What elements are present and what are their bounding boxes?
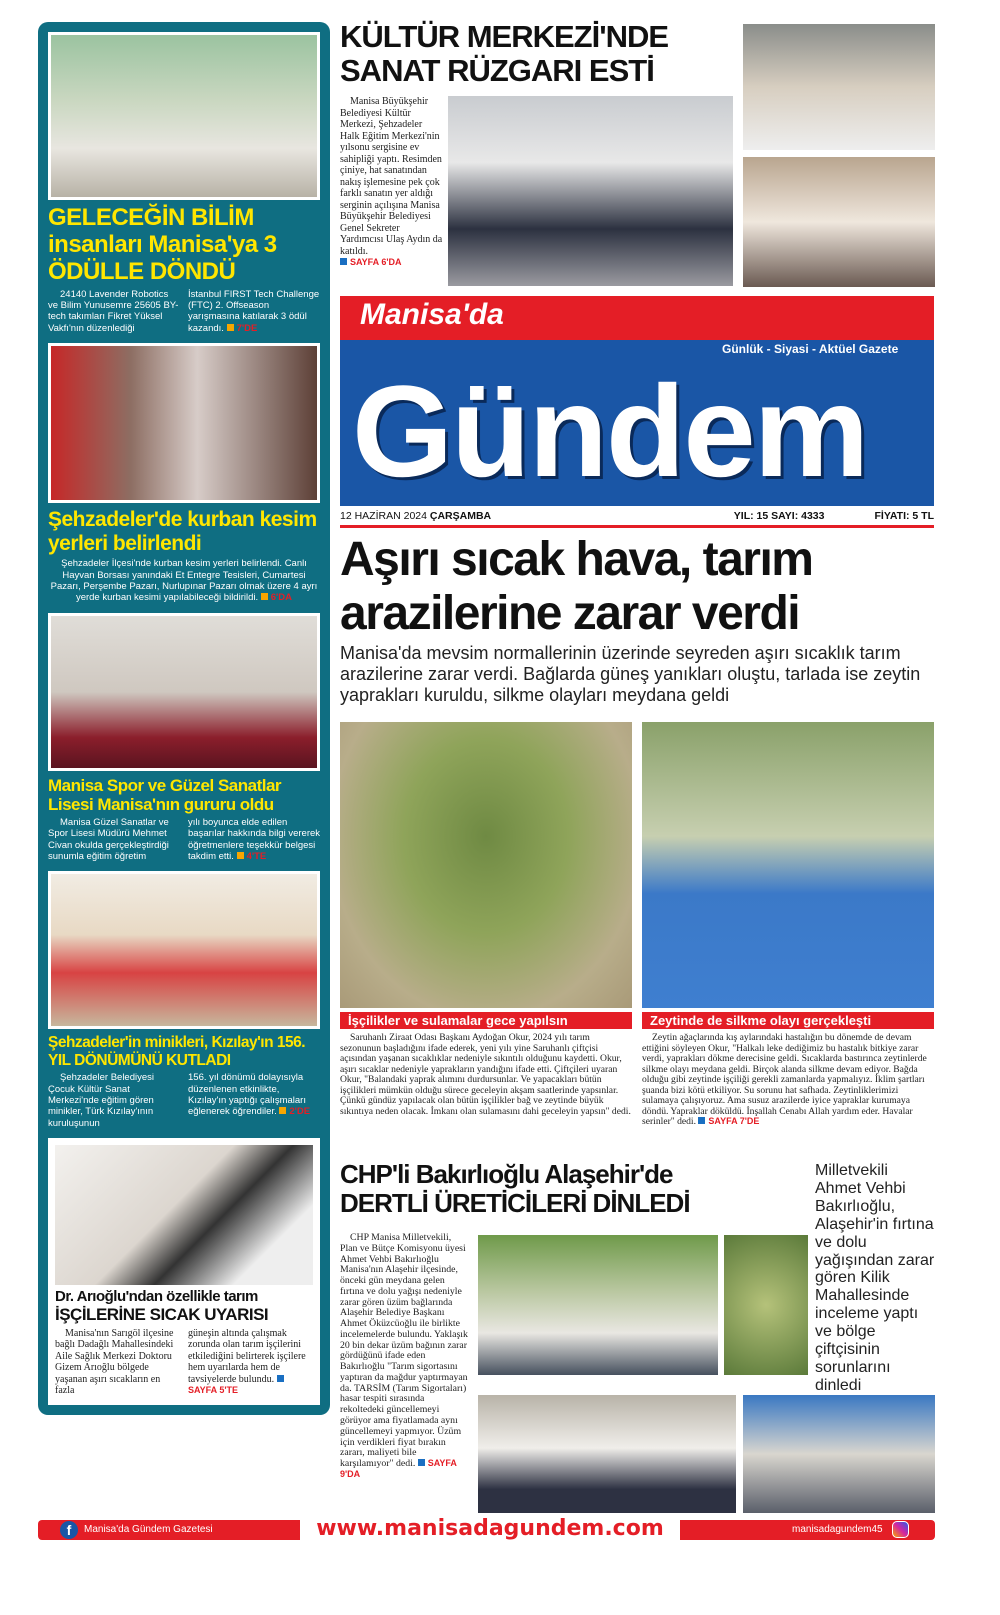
top-story-headline: KÜLTÜR MERKEZİ'NDE (340, 19, 669, 54)
story-text: Şehzadeler Belediyesi Çocuk Kültür Sanat Merkezi'nde eğitim gören minikler, Türk Kızılay'ının kuruluşunun (48, 1072, 155, 1129)
page-ref[interactable]: SAYFA 7'DE (698, 1116, 759, 1126)
sidebar (38, 22, 330, 1415)
chp-headline-2: DERTLİ ÜRETİCİLERİ DİNLEDİ (340, 1187, 690, 1218)
grapes-photo (724, 1235, 808, 1375)
facebook-link[interactable]: Manisa'da Gündem Gazetesi (84, 1524, 213, 1535)
story-text: CHP Manisa Milletvekili, Plan ve Bütçe Komisyonu üyesi Ahmet Vehbi Bakırlıoğlu Manisa'nın Alaşehir ilçesinde, önceki gün meydana gelen fırtına ve dolu yağışı nedeniyle zarar gören üzüm bağlarında Alaşehir Belediye Başkanı Ahmet Öküzcüoğlu ile birlikte incelemelerde bulundu. Yaklaşık 20 bin dekar üzüm bağının zarar gördüğünü ifade eden Bakırlıoğlu "Tarım sigortasını yaptıran da mağdur yaptırmayan da. TARSİM (Tarım Sigortaları) hasar tespiti sırasında rekoltedeki güncellemeyi görüyor ama fiyatlamada aynı güncellemeyi yapmıyor. Üzüm için verdikleri fiyat bırakın zararı, maliyeti bile karşılamıyor" dedi. (340, 1232, 468, 1470)
page-ref[interactable]: 4'TE (237, 851, 267, 862)
sidebar-headline-3: Manisa Spor ve Güzel Sanatlar Lisesi Manisa'nın gururu oldu (48, 775, 282, 814)
exhibition-photo-1 (743, 24, 935, 150)
page-ref[interactable]: SAYFA 6'DA (340, 257, 402, 267)
story-text: yılı boyunca elde edilen başarılar hakkında bilgi vererek öğretmenlere teşekkür belgesi takdim etti. (188, 816, 321, 863)
page-ref[interactable]: SAYFA 9'DA (340, 1458, 457, 1479)
doctor-story-box (48, 1138, 320, 1405)
sidebar-headline-5: Dr. Arıoğlu'ndan özellikle tarım (55, 1288, 258, 1306)
sidebar-headline-1: GELECEĞİN BİLİM insanları Manisa'ya 3 ÖDÜLLE DÖNDÜ (48, 204, 277, 285)
page-ref[interactable]: 6'DA (261, 592, 292, 603)
official-portrait-photo (48, 343, 320, 503)
chp-summary: Milletvekili Ahmet Vehbi Bakırlıoğlu, Alaşehir'in fırtına ve dolu yağışından zarar gören Kilik Mahallesinde inceleme yaptı ve bölge çiftçisinin sorunlarını dinledi (815, 1162, 935, 1394)
left-subheading: İşçilikler ve sulamalar gece yapılsın (340, 1012, 632, 1029)
story-text: Manisa Büyükşehir Belediyesi Kültür Merkezi, Şehzadeler Halk Eğitim Merkezi'nin yılsonu sergisine ev sahipliği yaptı. Resimden çiniye, hat sanatından nakış işlemesine pek çok farklı sanatın yer aldığı serginin açılışına Manisa Büyükşehir Belediyesi Genel Sekreter Yardımcısı Ulaş Aydın da katıldı. (340, 96, 443, 257)
page-ref[interactable]: 2'DE (279, 1106, 310, 1117)
story-text: güneşin altında çalışmak zorunda olan tarım işçilerini etkilediğini belirterek işçilere hem uyarılarda hem de tavsiyelerde bulundu. (188, 1327, 306, 1385)
page-ref[interactable]: SAYFA 5'TE (188, 1374, 287, 1396)
lead-headline: Aşırı sıcak hava, tarım arazilerine zarar verdi (340, 533, 813, 640)
school-ceremony-photo (48, 613, 320, 771)
top-story-headline-2: SANAT RÜZGARI ESTİ (340, 53, 654, 89)
story-text: 156. yıl dönümü dolayısıyla düzenlenen etkinlikte, Kızılay'ın yaptığı çalışmaları eğlenerek öğrendiler. (188, 1072, 306, 1118)
lead-subhead: Manisa'da mevsim normallerinin üzerinde seyreden aşırı sıcaklık tarım arazilerine zarar verdi. Bağlarda güneş yanıkları oluştu, tarlada ise zeytin yaprakları kuruldu, silkme olayları meydana geldi (340, 642, 921, 705)
issue-date: 12 HAZİRAN 2024 (340, 510, 427, 522)
issue-number: SAYI: 4333 (771, 510, 825, 522)
page-ref[interactable]: 7'DE (227, 323, 258, 334)
right-subheading: Zeytinde de silkme olayı gerçekleşti (642, 1012, 934, 1029)
story-text: Manisa'nın Sarıgöl ilçesine bağlı Dadağlı Mahallesindeki Aile Sağlık Merkezi Doktoru Gizem Arıoğlu bölgede yaşanan aşırı sıcakların en fazla (55, 1327, 174, 1397)
story-text: Saruhanlı Ziraat Odası Başkanı Aydoğan Okur, 2024 yılı tarım sezonunun başladığını ifade ederek, yeni yılı yine Saruhanlı çiftçisi açısından yaşanan sıcaklıklar nedeniyle sıkıntılı olduğunu kaydetti. Okur, aşırı sıcaklar nedeniyle yaprakların yandığını ifade etti. Çiftçileri uyaran Okur, "Balandaki yaprak alımını durdursunlar. Ve yapacakları bütün işçilikleri mümkün olduğu sürece geceleyin akşam saatlerinde yapsınlar. Çünkü gündüz yapılacak olan bütün işçilikler bağ ve zeytinde büyük sıkıntıya neden olacak. İmkanı olan sulamasını dahi geceleyin yapsın" dedi. (340, 1032, 631, 1117)
vineyard-photo (478, 1235, 718, 1375)
issue-year: YIL: 15 (733, 510, 769, 522)
masthead-prefix: Manisa'da (360, 298, 504, 331)
farmer-photo (642, 722, 934, 1008)
sidebar-headline-4: Şehzadeler'in minikleri, Kızılay'ın 156. YIL DÖNÜMÜNÜ KUTLADI (48, 1034, 306, 1069)
sidebar-headline-5b: İŞÇİLERİNE SICAK UYARISI (55, 1305, 269, 1325)
meeting-photo-2 (743, 1395, 935, 1513)
issue-price: FİYATI: 5 TL (874, 510, 934, 522)
story-text: Zeytin ağaçlarında kış aylarındaki hastalığın bu dönemde de devam ettiğini söyleyen Okur, "Halkalı leke dediğimiz bu hastalık bitkiye zarar verdi, yaprakları dökme derecisine geldi. Sıcaklarda bastırınca zeytinlerde silkme olayı meydana geldi. Birçok alanda silkme devam ediyor. Bağda olduğu gibi zeytinde işçiliği gerekli zamanlarda yapmalıyız. İklim şartları şuanda bizi kötü etkiliyor. Su sorunu hat safhada. Zeytinliklerimizi sulamaya çalışıyoruz. Ama susuz arazilerde iyice yapraklar kurumaya döndü. Yapraklar döküldü. İnşallah Cenabı Allah yardım eder. Havalar serinler" dedi. (642, 1032, 927, 1128)
issue-day: ÇARŞAMBA (429, 510, 492, 522)
doctor-photo (55, 1145, 313, 1285)
instagram-link[interactable]: manisadagundem45 (792, 1524, 883, 1535)
kids-photo (48, 871, 320, 1029)
story-text: İstanbul FIRST Tech Challenge (FTC) 2. Offseason yarışmasına katılarak 3 ödül kazandı. (188, 288, 320, 334)
chp-headline: CHP'li Bakırlıoğlu Alaşehir'de (340, 1159, 673, 1189)
masthead-tagline: Günlük - Siyasi - Aktüel Gazete (722, 342, 899, 356)
story-text: Manisa Güzel Sanatlar ve Spor Lisesi Müdürü Mehmet Civan okulda gerçekleştirdiği sunumla eğitim öğretim (48, 816, 169, 863)
meeting-photo-1 (478, 1395, 736, 1513)
olive-tree-photo (340, 722, 632, 1008)
exhibition-photo-2 (743, 157, 935, 287)
story-text: Şehzadeler İlçesi'nde kurban kesim yerleri belirlendi. Canlı Hayvan Borsası yanındaki Et Entegre Tesisleri, Cumartesi Pazarı, Perşembe Pazarı, Nurlupınar Pazarı olmak üzere 4 ayrı yerde kurban kesimi yapılabileceği bildirildi. (50, 558, 318, 604)
story-text: 24140 Lavender Robotics ve Bilim Yunusemre 25605 BY-tech takımları Fikret Yüksel Vakfı'nın düzenlediği (48, 288, 179, 334)
robotics-team-photo (48, 32, 320, 200)
sidebar-headline-2: Şehzadeler'de kurban kesim yerleri belirlendi (48, 508, 317, 555)
ribbon-cutting-photo (448, 96, 733, 286)
facebook-icon[interactable]: f (60, 1521, 78, 1539)
masthead-logo: Gündem (352, 358, 868, 504)
instagram-icon[interactable] (892, 1521, 909, 1538)
website-link[interactable]: www.manisadagundem.com (300, 1516, 680, 1541)
